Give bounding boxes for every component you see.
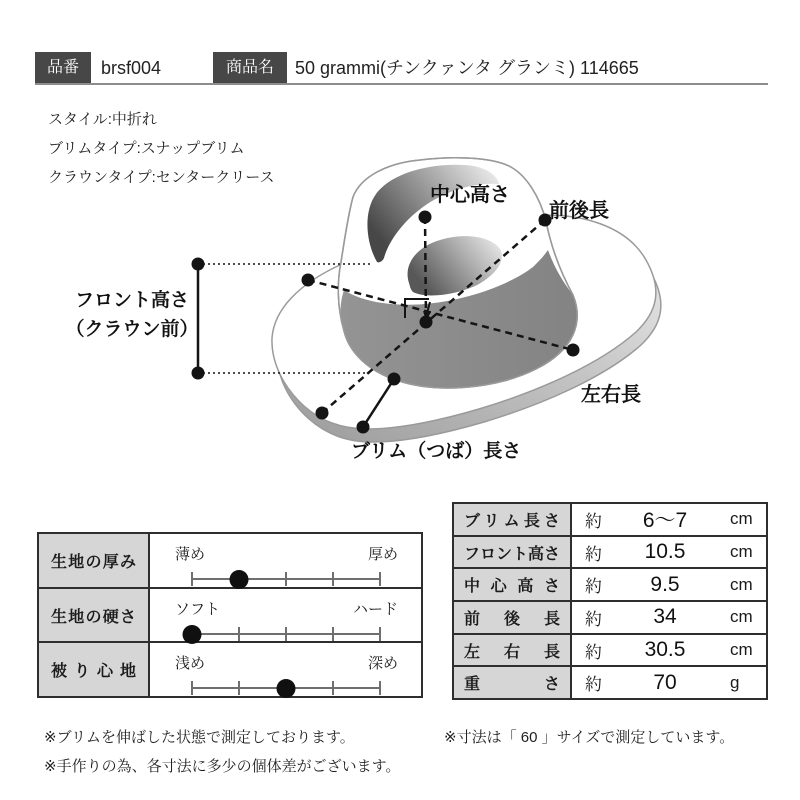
approx-prefix: 約	[585, 642, 602, 662]
feel-scale	[150, 534, 421, 587]
scale-tick	[285, 627, 287, 641]
center-height-label: 中心高さ	[430, 184, 510, 206]
feel-scale-endpoints	[175, 598, 398, 619]
feel-value-dot	[277, 679, 296, 698]
left-right-length-label: 左右長	[581, 384, 641, 406]
feel-scale	[150, 589, 421, 642]
size-unit: cm	[730, 542, 753, 561]
size-row-brim	[454, 504, 766, 537]
note-handmade-variance: ※手作りの為、各寸法に多少の個体差がございます。	[44, 758, 401, 775]
scale-tick	[332, 627, 334, 641]
size-unit: cm	[730, 640, 753, 660]
spec-brim-type: ブリムタイプ:スナップブリム	[48, 140, 245, 157]
brim-length-label: ブリム（つば）長さ	[351, 441, 522, 462]
size-row-weight	[454, 667, 766, 698]
size-value: 10.5	[644, 540, 686, 563]
feel-scale-endpoints	[175, 652, 398, 673]
feel-max-label: 厚め	[367, 546, 398, 563]
center-height-line	[425, 217, 426, 321]
size-value: 30.5	[644, 638, 686, 662]
spec-style: スタイル:中折れ	[48, 111, 157, 128]
size-value: 70	[653, 670, 677, 694]
size-row-left-right	[454, 635, 766, 668]
size-unit: g	[730, 672, 740, 692]
size-row-label-text: 重さ	[464, 676, 560, 694]
feel-row-label	[39, 643, 150, 696]
size-unit: cm	[730, 509, 753, 529]
feel-row-label-text: 生地の硬さ	[51, 608, 136, 626]
scale-tick	[191, 572, 193, 586]
feel-scale-endpoints	[175, 543, 398, 564]
item-code-label-box: 品番	[35, 52, 91, 83]
feel-min-label: 薄め	[175, 546, 206, 563]
scale-tick	[285, 572, 287, 586]
size-row-front-back	[454, 602, 766, 635]
scale-tick	[332, 572, 334, 586]
measure-dot	[192, 258, 205, 271]
size-value: 9.5	[650, 572, 680, 596]
measure-dot	[316, 407, 329, 420]
size-row-label	[454, 537, 572, 568]
approx-prefix: 約	[585, 544, 602, 564]
product-name-value: 50 grammi(チンクァンタ グランミ) 114665	[295, 58, 639, 78]
feel-value-dot	[230, 570, 249, 589]
approx-prefix: 約	[585, 609, 602, 629]
measure-dot	[357, 421, 370, 434]
measure-dot	[419, 211, 432, 224]
feel-row-thickness	[39, 534, 421, 589]
feel-scale	[150, 643, 421, 696]
front-height-label-line2: （クラウン前）	[65, 319, 199, 340]
size-value: 34	[653, 605, 677, 629]
scale-tick	[379, 572, 381, 586]
size-row-label-text: フロント高さ	[464, 545, 561, 563]
product-name-label-box: 商品名	[213, 52, 287, 83]
approx-prefix: 約	[585, 675, 602, 695]
size-row-label-text: 前後長	[464, 610, 560, 628]
size-row-label	[454, 504, 572, 535]
size-row-label-text: 中心高さ	[464, 578, 560, 596]
size-row-label	[454, 602, 572, 633]
feel-table	[37, 532, 423, 698]
front-back-length-label: 前後長	[549, 200, 609, 222]
scale-tick	[332, 681, 334, 695]
feel-row-stiffness	[39, 589, 421, 644]
size-row-label	[454, 569, 572, 600]
size-row-label-text: ブリム長さ	[464, 512, 560, 530]
measure-dot	[388, 373, 401, 386]
size-row-label	[454, 635, 572, 666]
feel-min-label: ソフト	[175, 600, 221, 618]
size-table	[452, 502, 768, 700]
size-row-center-height	[454, 569, 766, 602]
approx-prefix: 約	[585, 577, 602, 597]
feel-scale-track	[192, 687, 380, 689]
feel-max-label: ハード	[352, 600, 398, 618]
feel-max-label: 深め	[367, 655, 398, 673]
note-size-60: ※寸法は「 60 」サイズで測定しています。	[444, 729, 735, 746]
size-row-label	[454, 667, 572, 698]
feel-min-label: 浅め	[175, 655, 206, 673]
measure-dot	[302, 274, 315, 287]
size-value: 6〜7	[642, 509, 688, 533]
front-height-label	[58, 286, 206, 344]
measure-dot	[420, 316, 433, 329]
feel-value-dot	[183, 625, 202, 644]
front-height-label-line1: フロント高さ	[74, 290, 189, 311]
note-brim-measurement: ※ブリムを伸ばした状態で測定しております。	[44, 729, 355, 746]
measure-dot	[192, 367, 205, 380]
feel-scale-track	[192, 578, 380, 580]
feel-scale-track	[192, 633, 380, 635]
scale-tick	[191, 681, 193, 695]
feel-row-label	[39, 589, 150, 642]
measure-dot	[567, 344, 580, 357]
size-row-label-text: 左右長	[464, 643, 560, 661]
item-code-value: brsf004	[101, 58, 162, 78]
scale-tick	[238, 627, 240, 641]
approx-prefix: 約	[585, 511, 602, 531]
scale-tick	[379, 681, 381, 695]
size-unit: cm	[730, 574, 753, 594]
feel-row-label-text: 被り心地	[51, 663, 136, 681]
spec-crown-type: クラウンタイプ:センタークリース	[48, 169, 275, 186]
scale-tick	[238, 681, 240, 695]
feel-row-fit	[39, 643, 421, 696]
feel-row-label-text: 生地の厚み	[51, 553, 136, 571]
size-row-front-height	[454, 537, 766, 570]
size-unit: cm	[730, 607, 753, 627]
scale-tick	[379, 627, 381, 641]
feel-row-label	[39, 534, 150, 587]
